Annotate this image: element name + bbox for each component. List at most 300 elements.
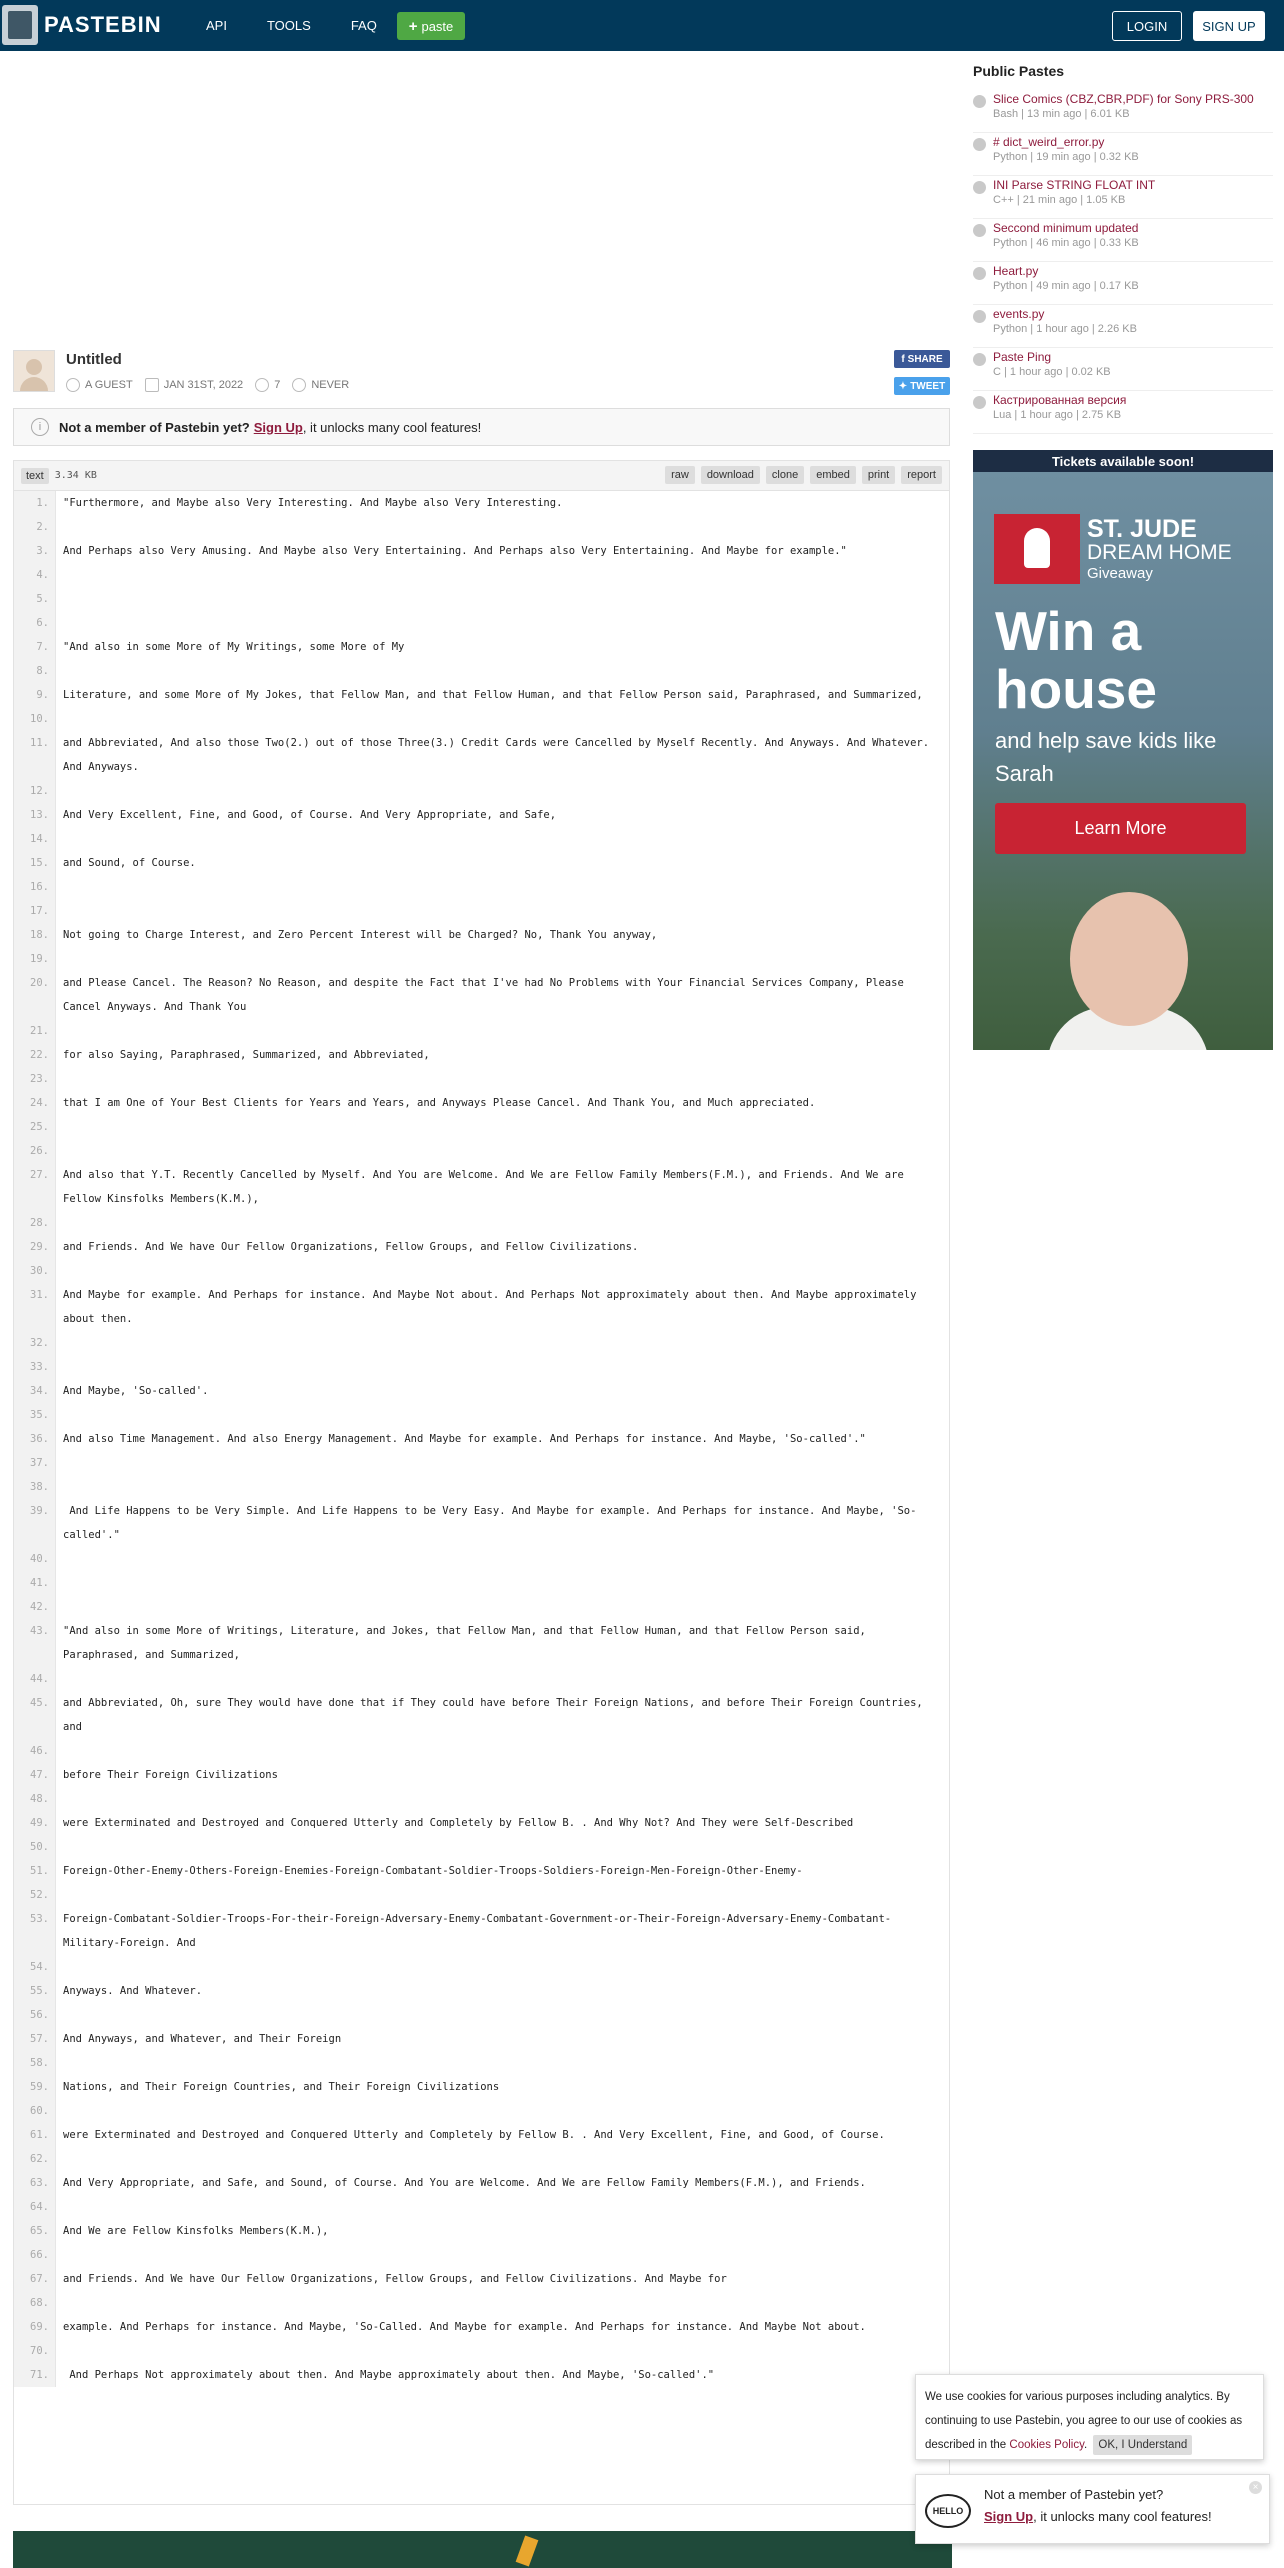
public-paste-detail: Bash | 13 min ago | 6.01 KB bbox=[993, 108, 1130, 120]
line-text bbox=[56, 1547, 77, 1571]
notice-signup-link[interactable]: Sign Up bbox=[253, 419, 303, 435]
code-line bbox=[14, 1619, 949, 1667]
line-text bbox=[56, 1595, 77, 1619]
share-label: SHARE bbox=[907, 353, 943, 365]
line-text: And Very Appropriate, and Safe, and Sound, of Course. And You are Welcome. And We are Fellow Family Members(F.M.), and Friends. bbox=[63, 2177, 866, 2189]
line-number: 12. bbox=[14, 779, 56, 803]
code-line bbox=[14, 2099, 949, 2123]
public-paste-item[interactable] bbox=[973, 305, 1273, 348]
code-line bbox=[14, 2195, 949, 2219]
code-line bbox=[14, 1547, 949, 1571]
ad-photo-child bbox=[1070, 892, 1188, 1026]
public-paste-detail: Python | 1 hour ago | 2.26 KB bbox=[993, 323, 1137, 335]
paste-meta bbox=[66, 378, 361, 392]
code-line bbox=[14, 2339, 949, 2363]
line-text bbox=[56, 611, 77, 635]
line-number: 4. bbox=[14, 563, 56, 587]
code-line bbox=[14, 2075, 949, 2099]
line-number: 24. bbox=[14, 1091, 56, 1115]
public-paste-title[interactable]: Paste Ping bbox=[993, 350, 1052, 364]
line-number: 2. bbox=[14, 515, 56, 539]
line-text bbox=[56, 1139, 77, 1163]
line-text bbox=[56, 1355, 77, 1379]
line-text: Nations, and Their Foreign Countries, and Their Foreign Civilizations bbox=[63, 2081, 500, 2093]
code-line bbox=[14, 1979, 949, 2003]
code-line bbox=[14, 2315, 949, 2339]
code-line bbox=[14, 1043, 949, 1067]
code-line bbox=[14, 923, 949, 947]
line-text bbox=[56, 1787, 77, 1811]
popup-signup-line bbox=[984, 2509, 1212, 2524]
line-text: And also that Y.T. Recently Cancelled by Myself. And You are Welcome. And We are Fellow Family Members(F.M.), and Friends. And We are Fellow Kinsfolks Members(K.M.), bbox=[63, 1169, 911, 1205]
line-number: 5. bbox=[14, 587, 56, 611]
code-line bbox=[14, 1763, 949, 1787]
code-line bbox=[14, 779, 949, 803]
public-paste-title[interactable]: Slice Comics (CBZ,CBR,PDF) for Sony PRS-300 bbox=[993, 92, 1254, 106]
line-text: And Very Excellent, Fine, and Good, of Course. And Very Appropriate, and Safe, bbox=[63, 809, 557, 821]
line-number: 57. bbox=[14, 2027, 56, 2051]
cookie-text: We use cookies for various purposes including analytics. By continuing to use Pastebin, you agree to our use of cookies as described in the bbox=[925, 2391, 1243, 2451]
line-number: 19. bbox=[14, 947, 56, 971]
nav-tools[interactable]: TOOLS bbox=[266, 18, 311, 33]
line-text bbox=[56, 659, 77, 683]
public-paste-title[interactable]: Heart.py bbox=[993, 264, 1039, 278]
facebook-share-button[interactable] bbox=[894, 350, 950, 368]
views-text: 7 bbox=[274, 379, 281, 391]
code-line bbox=[14, 1499, 949, 1547]
code-line bbox=[14, 1283, 949, 1331]
line-text: And Perhaps also Very Amusing. And Maybe also Very Entertaining. And Perhaps also Very Entertaining. And Maybe for example." bbox=[63, 545, 847, 557]
line-number: 69. bbox=[14, 2315, 56, 2339]
line-number: 47. bbox=[14, 1763, 56, 1787]
line-text: and Abbreviated, Oh, sure They would have done that if They could have before Their Foreign Nations, and before Their Foreign Countries, and bbox=[63, 1697, 930, 1733]
info-icon: i bbox=[31, 418, 49, 436]
ad-subline: and help save kids like Sarah bbox=[995, 728, 1217, 786]
signup-button[interactable]: SIGN UP bbox=[1193, 11, 1265, 41]
line-number: 30. bbox=[14, 1259, 56, 1283]
line-text bbox=[56, 1883, 77, 1907]
expiry-text: NEVER bbox=[311, 379, 350, 391]
code-line bbox=[14, 1139, 949, 1163]
line-number: 34. bbox=[14, 1379, 56, 1403]
line-text: and Please Cancel. The Reason? No Reason, and despite the Fact that I've had No Problems with Your Financial Services Company, Please Cancel Anyways. And Thank You bbox=[63, 977, 911, 1013]
clone-button[interactable]: clone bbox=[766, 466, 804, 484]
line-text bbox=[56, 2243, 77, 2267]
line-text bbox=[56, 1835, 77, 1859]
code-line bbox=[14, 1331, 949, 1355]
line-number: 22. bbox=[14, 1043, 56, 1067]
line-number: 54. bbox=[14, 1955, 56, 1979]
code-line bbox=[14, 587, 949, 611]
line-number: 39. bbox=[14, 1499, 56, 1547]
close-icon[interactable]: × bbox=[1249, 2481, 1262, 2494]
code-line bbox=[14, 2171, 949, 2195]
line-text bbox=[56, 1667, 77, 1691]
code-line bbox=[14, 2243, 949, 2267]
syntax-language[interactable]: text bbox=[21, 468, 49, 484]
line-text bbox=[56, 899, 77, 923]
line-number: 46. bbox=[14, 1739, 56, 1763]
paste-actions bbox=[665, 466, 942, 484]
code-line bbox=[14, 563, 949, 587]
line-text: And Perhaps Not approximately about then. And Maybe approximately about then. And Maybe, 'So-called'." bbox=[63, 2369, 715, 2381]
globe-icon bbox=[973, 396, 986, 409]
paste-size: 3.34 KB bbox=[54, 470, 97, 481]
globe-icon bbox=[973, 95, 986, 108]
code-line bbox=[14, 1571, 949, 1595]
public-paste-title[interactable]: events.py bbox=[993, 307, 1045, 321]
code-line bbox=[14, 1595, 949, 1619]
public-paste-title[interactable]: INI Parse STRING FLOAT INT bbox=[993, 178, 1156, 192]
pastebin-logo-icon bbox=[2, 5, 38, 45]
line-number: 67. bbox=[14, 2267, 56, 2291]
pencil-icon bbox=[516, 2535, 539, 2566]
line-text: And Maybe, 'So-called'. bbox=[63, 1385, 209, 1397]
code-line bbox=[14, 707, 949, 731]
public-paste-detail: Python | 19 min ago | 0.32 KB bbox=[993, 151, 1139, 163]
cookies-policy-link[interactable]: Cookies Policy bbox=[1009, 2439, 1084, 2451]
code-line bbox=[14, 659, 949, 683]
line-number: 68. bbox=[14, 2291, 56, 2315]
code-line bbox=[14, 1403, 949, 1427]
line-number: 62. bbox=[14, 2147, 56, 2171]
code-line bbox=[14, 1019, 949, 1043]
line-number: 38. bbox=[14, 1475, 56, 1499]
line-number: 31. bbox=[14, 1283, 56, 1331]
line-number: 35. bbox=[14, 1403, 56, 1427]
public-paste-item[interactable] bbox=[973, 133, 1273, 176]
popup-signup-link[interactable]: Sign Up bbox=[984, 2509, 1034, 2524]
logo-text: PASTEBIN bbox=[44, 12, 162, 37]
code-line bbox=[14, 803, 949, 827]
line-number: 33. bbox=[14, 1355, 56, 1379]
line-number: 14. bbox=[14, 827, 56, 851]
tweet-label: TWEET bbox=[910, 380, 946, 392]
code-line bbox=[14, 1451, 949, 1475]
tweet-button[interactable] bbox=[894, 377, 950, 395]
code-line bbox=[14, 611, 949, 635]
public-paste-item[interactable] bbox=[973, 391, 1273, 434]
line-text: were Exterminated and Destroyed and Conquered Utterly and Completely by Fellow B. . And Very Excellent, Fine, and Good, of Course. bbox=[63, 2129, 885, 2141]
raw-button[interactable]: raw bbox=[665, 466, 695, 484]
line-number: 49. bbox=[14, 1811, 56, 1835]
line-number: 36. bbox=[14, 1427, 56, 1451]
login-button[interactable]: LOGIN bbox=[1112, 11, 1182, 41]
line-number: 18. bbox=[14, 923, 56, 947]
line-text bbox=[56, 1955, 77, 1979]
public-paste-title[interactable]: Seccond minimum updated bbox=[993, 221, 1139, 235]
line-text bbox=[56, 2339, 77, 2363]
line-text bbox=[56, 2099, 77, 2123]
top-navbar bbox=[0, 0, 1284, 51]
code-line bbox=[14, 1211, 949, 1235]
line-text: Foreign-Other-Enemy-Others-Foreign-Enemies-Foreign-Combatant-Soldier-Troops-Soldiers-Foreign-Men-Foreign-Other-Enemy- bbox=[63, 1865, 803, 1877]
code-line bbox=[14, 2267, 949, 2291]
line-number: 64. bbox=[14, 2195, 56, 2219]
code-line bbox=[14, 827, 949, 851]
public-paste-detail: Python | 46 min ago | 0.33 KB bbox=[993, 237, 1139, 249]
main-nav bbox=[206, 18, 417, 33]
line-number: 9. bbox=[14, 683, 56, 707]
code-line bbox=[14, 1067, 949, 1091]
line-number: 65. bbox=[14, 2219, 56, 2243]
line-text bbox=[56, 2291, 77, 2315]
user-icon bbox=[66, 378, 80, 392]
line-number: 71. bbox=[14, 2363, 56, 2387]
line-number: 8. bbox=[14, 659, 56, 683]
code-line bbox=[14, 1163, 949, 1211]
pastebin-logo[interactable] bbox=[2, 5, 162, 45]
code-line bbox=[14, 1259, 949, 1283]
embed-button[interactable]: embed bbox=[810, 466, 856, 484]
line-text: "Furthermore, and Maybe also Very Interesting. And Maybe also Very Interesting. bbox=[63, 497, 563, 509]
line-text bbox=[56, 1019, 77, 1043]
paste-views bbox=[255, 378, 280, 392]
line-number: 21. bbox=[14, 1019, 56, 1043]
public-paste-item[interactable] bbox=[973, 176, 1273, 219]
line-text bbox=[56, 1451, 77, 1475]
new-paste-label: paste bbox=[421, 18, 454, 34]
notice-rest: , it unlocks many cool features! bbox=[302, 419, 482, 435]
line-text bbox=[56, 1571, 77, 1595]
nav-faq[interactable]: FAQ bbox=[350, 18, 377, 33]
code-line bbox=[14, 1739, 949, 1763]
code-line bbox=[14, 1115, 949, 1139]
line-number: 50. bbox=[14, 1835, 56, 1859]
line-number: 32. bbox=[14, 1331, 56, 1355]
plus-icon: + bbox=[408, 17, 418, 35]
line-number: 58. bbox=[14, 2051, 56, 2075]
line-number: 16. bbox=[14, 875, 56, 899]
code-line bbox=[14, 1883, 949, 1907]
line-number: 20. bbox=[14, 971, 56, 1019]
eye-icon bbox=[255, 378, 269, 392]
code-line bbox=[14, 635, 949, 659]
code-line bbox=[14, 1859, 949, 1883]
new-paste-button[interactable] bbox=[397, 12, 465, 40]
guest-avatar bbox=[13, 350, 55, 392]
globe-icon bbox=[973, 181, 986, 194]
code-line bbox=[14, 947, 949, 971]
signup-popup bbox=[915, 2474, 1270, 2544]
line-text: Anyways. And Whatever. bbox=[63, 1985, 203, 1997]
code-line bbox=[14, 2291, 949, 2315]
clock-icon bbox=[292, 378, 306, 392]
code-line bbox=[14, 1955, 949, 1979]
line-text: And We are Fellow Kinsfolks Members(K.M.), bbox=[63, 2225, 329, 2237]
hello-speech-icon: HELLO bbox=[925, 2494, 971, 2528]
report-button[interactable]: report bbox=[901, 466, 942, 484]
code-line bbox=[14, 2363, 949, 2387]
globe-icon bbox=[973, 138, 986, 151]
line-number: 56. bbox=[14, 2003, 56, 2027]
line-number: 13. bbox=[14, 803, 56, 827]
line-text: And Anyways, and Whatever, and Their Foreign bbox=[63, 2033, 342, 2045]
public-paste-title[interactable]: Кастрированная версия bbox=[993, 393, 1127, 407]
line-number: 25. bbox=[14, 1115, 56, 1139]
line-text bbox=[56, 2051, 77, 2075]
line-text bbox=[56, 587, 77, 611]
paste-title: Untitled bbox=[66, 351, 122, 368]
line-text: and Friends. And We have Our Fellow Organizations, Fellow Groups, and Fellow Civilizations. bbox=[63, 1241, 639, 1253]
public-paste-detail: C++ | 21 min ago | 1.05 KB bbox=[993, 194, 1126, 206]
popup-text: Not a member of Pastebin yet? bbox=[984, 2487, 1164, 2502]
line-number: 66. bbox=[14, 2243, 56, 2267]
code-line bbox=[14, 2051, 949, 2075]
line-number: 37. bbox=[14, 1451, 56, 1475]
code-line bbox=[14, 1235, 949, 1259]
line-text: And also Time Management. And also Energy Management. And Maybe for example. And Perhaps for instance. And Maybe, 'So-called'." bbox=[63, 1433, 866, 1445]
line-number: 44. bbox=[14, 1667, 56, 1691]
download-button[interactable]: download bbox=[701, 466, 760, 484]
line-text bbox=[56, 515, 77, 539]
code-lines bbox=[14, 491, 949, 2387]
code-line bbox=[14, 491, 949, 515]
line-text: before Their Foreign Civilizations bbox=[63, 1769, 278, 1781]
line-text bbox=[56, 2195, 77, 2219]
code-line bbox=[14, 683, 949, 707]
line-number: 59. bbox=[14, 2075, 56, 2099]
author-text: A GUEST bbox=[85, 379, 133, 391]
line-number: 15. bbox=[14, 851, 56, 875]
code-line bbox=[14, 1667, 949, 1691]
line-text: and Abbreviated, And also those Two(2.) out of those Three(3.) Credit Cards were Cancelled by Myself Recently. And Anyways. And Whatever. And Anyways. bbox=[63, 737, 936, 773]
line-number: 48. bbox=[14, 1787, 56, 1811]
line-number: 27. bbox=[14, 1163, 56, 1211]
line-number: 1. bbox=[14, 491, 56, 515]
public-pastes-list bbox=[973, 90, 1273, 434]
line-number: 45. bbox=[14, 1691, 56, 1739]
line-number: 70. bbox=[14, 2339, 56, 2363]
line-number: 26. bbox=[14, 1139, 56, 1163]
line-text: And Life Happens to be Very Simple. And Life Happens to be Very Easy. And Maybe for example. And Perhaps for instance. And Maybe, 'So-called'." bbox=[63, 1505, 917, 1541]
line-number: 61. bbox=[14, 2123, 56, 2147]
cookie-accept-button[interactable]: OK, I Understand bbox=[1093, 2435, 1192, 2455]
print-button[interactable]: print bbox=[862, 466, 895, 484]
line-text bbox=[56, 707, 77, 731]
line-number: 10. bbox=[14, 707, 56, 731]
code-toolbar bbox=[13, 460, 950, 490]
line-number: 28. bbox=[14, 1211, 56, 1235]
line-number: 42. bbox=[14, 1595, 56, 1619]
signup-notice bbox=[13, 408, 950, 446]
line-text: Not going to Charge Interest, and Zero Percent Interest will be Charged? No, Thank You anyway, bbox=[63, 929, 658, 941]
popup-rest: , it unlocks many cool features! bbox=[1033, 2509, 1212, 2524]
globe-icon bbox=[973, 353, 986, 366]
footer-banner bbox=[13, 2531, 952, 2568]
code-line bbox=[14, 515, 949, 539]
public-paste-detail: Python | 49 min ago | 0.17 KB bbox=[993, 280, 1139, 292]
code-line bbox=[14, 1475, 949, 1499]
code-line bbox=[14, 539, 949, 563]
code-line bbox=[14, 899, 949, 923]
line-text: Foreign-Combatant-Soldier-Troops-For-their-Foreign-Adversary-Enemy-Combatant-Government-or-Their-Foreign-Adversary-Enemy-Combatant-Military-Foreign. And bbox=[63, 1913, 892, 1949]
line-text bbox=[56, 875, 77, 899]
line-number: 6. bbox=[14, 611, 56, 635]
line-text bbox=[56, 1331, 77, 1355]
ad-learn-more-button[interactable]: Learn More bbox=[995, 803, 1246, 854]
public-pastes-title: Public Pastes bbox=[973, 63, 1065, 79]
code-line bbox=[14, 875, 949, 899]
code-line bbox=[14, 1355, 949, 1379]
ad-brand-line2: DREAM HOME bbox=[1087, 541, 1232, 564]
nav-api[interactable]: API bbox=[206, 18, 227, 33]
public-paste-detail: Lua | 1 hour ago | 2.75 KB bbox=[993, 409, 1122, 421]
line-text: example. And Perhaps for instance. And Maybe, 'So-Called. And Maybe for example. And Perhaps for instance. And Maybe Not about. bbox=[63, 2321, 866, 2333]
line-text: "And also in some More of Writings, Literature, and Jokes, that Fellow Man, and that Fellow Human, and that Fellow Person said, Paraphrased, and Summarized, bbox=[63, 1625, 873, 1661]
ad-brand-line1: ST. JUDE bbox=[1087, 515, 1197, 543]
paste-date bbox=[145, 378, 244, 392]
calendar-icon bbox=[145, 378, 159, 392]
line-text: that I am One of Your Best Clients for Years and Years, and Anyways Please Cancel. And Thank You, and Much appreciated. bbox=[63, 1097, 816, 1109]
code-line bbox=[14, 1835, 949, 1859]
line-text: were Exterminated and Destroyed and Conquered Utterly and Completely by Fellow B. . And Why Not? And They were Self-Described bbox=[63, 1817, 854, 1829]
public-paste-item[interactable] bbox=[973, 219, 1273, 262]
line-number: 51. bbox=[14, 1859, 56, 1883]
globe-icon bbox=[973, 310, 986, 323]
code-line bbox=[14, 851, 949, 875]
public-paste-title[interactable]: # dict_weird_error.py bbox=[993, 135, 1105, 149]
line-text bbox=[56, 779, 77, 803]
line-text bbox=[56, 947, 77, 971]
public-paste-item[interactable] bbox=[973, 90, 1273, 133]
line-text bbox=[56, 1211, 77, 1235]
line-number: 23. bbox=[14, 1067, 56, 1091]
line-text bbox=[56, 1259, 77, 1283]
line-text: "And also in some More of My Writings, some More of My bbox=[63, 641, 405, 653]
paste-author bbox=[66, 378, 133, 392]
line-number: 55. bbox=[14, 1979, 56, 2003]
globe-icon bbox=[973, 224, 986, 237]
line-text bbox=[56, 2147, 77, 2171]
code-line bbox=[14, 1427, 949, 1451]
ad-headline: Win a house bbox=[995, 600, 1157, 720]
line-text bbox=[56, 2003, 77, 2027]
line-number: 52. bbox=[14, 1883, 56, 1907]
line-text: and Sound, of Course. bbox=[63, 857, 196, 869]
twitter-icon: ✦ bbox=[898, 380, 908, 392]
code-line bbox=[14, 1691, 949, 1739]
facebook-icon: f bbox=[901, 353, 905, 365]
globe-icon bbox=[973, 267, 986, 280]
advertisement[interactable] bbox=[973, 450, 1273, 1050]
line-number: 29. bbox=[14, 1235, 56, 1259]
line-text bbox=[56, 1475, 77, 1499]
code-line bbox=[14, 2123, 949, 2147]
line-text bbox=[56, 1739, 77, 1763]
public-paste-item[interactable] bbox=[973, 348, 1273, 391]
line-text: Literature, and some More of My Jokes, that Fellow Man, and that Fellow Human, and that Fellow Person said, Paraphrased, and Summarized, bbox=[63, 689, 923, 701]
notice-bold: Not a member of Pastebin yet? bbox=[59, 419, 250, 435]
code-line bbox=[14, 1091, 949, 1115]
line-number: 17. bbox=[14, 899, 56, 923]
code-line bbox=[14, 2147, 949, 2171]
code-line bbox=[14, 2219, 949, 2243]
code-line bbox=[14, 971, 949, 1019]
paste-expiry bbox=[292, 378, 349, 392]
public-paste-item[interactable] bbox=[973, 262, 1273, 305]
paste-content[interactable] bbox=[13, 490, 950, 2505]
code-line bbox=[14, 1787, 949, 1811]
line-text bbox=[56, 1115, 77, 1139]
line-number: 40. bbox=[14, 1547, 56, 1571]
code-line bbox=[14, 2027, 949, 2051]
line-number: 60. bbox=[14, 2099, 56, 2123]
line-number: 63. bbox=[14, 2171, 56, 2195]
ad-background bbox=[973, 472, 1273, 1050]
cookie-consent: We use cookies for various purposes including analytics. By continuing to use Pastebin, you agree to our use of cookies as described in the Cookies Policy. OK, I Understand bbox=[915, 2374, 1264, 2460]
ad-brand-line3: Giveaway bbox=[1087, 565, 1153, 582]
